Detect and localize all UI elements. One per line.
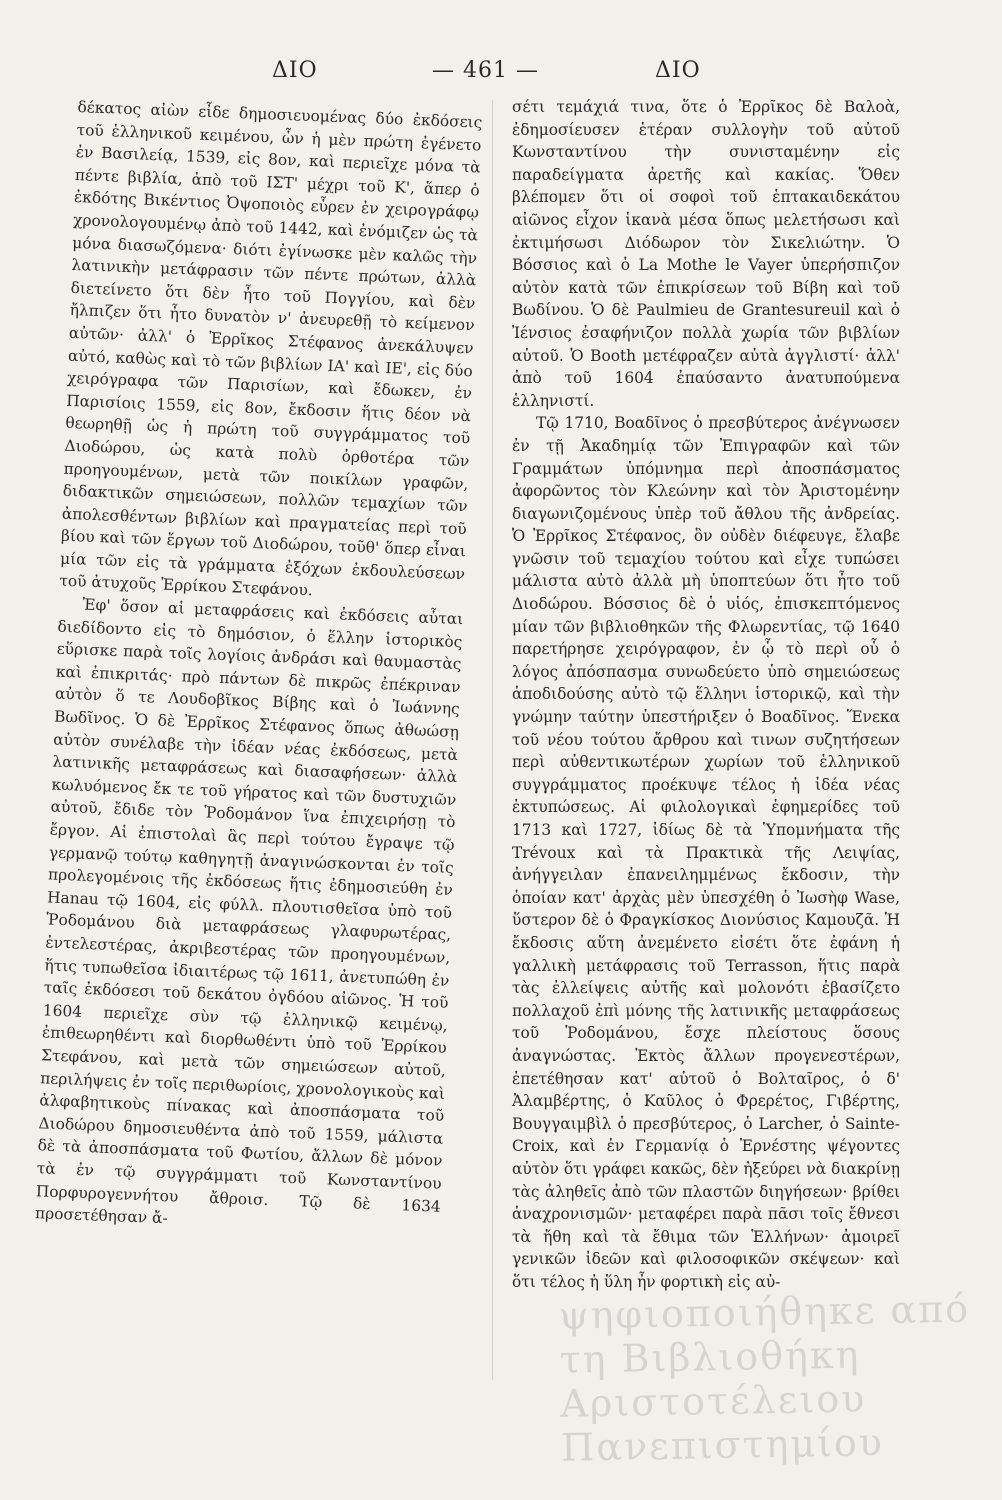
header-right-word: ΔΙΟ <box>655 58 701 83</box>
right-paragraph: Τῷ 1710, Βοαδῖνος ὁ πρεσβύτερος ἀνέγνωσεν ἐν τῇ Ἀκαδημίᾳ τῶν Ἐπιγραφῶν καὶ τῶν Γραμμάτων ὑπόμνημα περὶ ἀποσπάσματος ἀφορῶντος τὸν Κλεώνην καὶ τὸν Ἀριστομένην διαγωνιζομένους ὑπὲρ τοῦ ἄθλου τῆς ἀνδρείας. Ὁ Ἐρρῖκος Στέφανος, ὃν οὐδὲν διέφευγε, ἔλαβε γνῶσιν τοῦ τεμαχίου τούτου καὶ εἶχε τυπώσει μάλιστα αὐτὸ ἀλλὰ μὴ ὑποπτεύων ὅτι ἦτο τοῦ Διοδώρου. Βόσσιος δὲ ὁ υἱός, ἐπισκεπτόμενος μίαν τῶν βιβλιοθηκῶν τῆς Φλωρεντίας, τῷ 1640 παρετήρησε χειρόγραφον, ἐν ᾧ τὸ περὶ οὗ ὁ λόγος ἀπόσπασμα συνωδεύετο ὑπὸ σημειώσεως ἀποδιδούσης αὐτὸ τῷ ἕλληνι ἱστορικῷ, καὶ τὴν γνώμην ταύτην ὑπεστήριξεν ὁ Βοαδῖνος. Ἕνεκα τοῦ νέου τούτου ἄρθρου καὶ τινων συζητήσεων περὶ αὐθεντικωτέρων χωρίων τοῦ ἑλληνικοῦ συγγράμματος προέκυψε τέλος ἡ ἰδέα νέας ἐκτυπώσεως. Αἱ φιλολογικαὶ ἐφημερίδες τοῦ 1713 καὶ 1727, ἰδίως δὲ τὰ Ὑπομνήματα τῆς Trévoux καὶ τὰ Πρακτικὰ τῆς Λειψίας, ἀνήγγειλαν ἐπανειλημμένως ἔκδοσιν, τὴν ὁποίαν κατ' ἀρχὰς μὲν ὑπεσχέθη ὁ Ἰωσὴφ Wase, ὕστερον δὲ ὁ Φραγκίσκος Διονύσιος Καμουζᾶ. Ἡ ἔκδοσις αὕτη ἀνεμένετο εἰσέτι ὅτε ἐφάνη ἡ γαλλικὴ μετάφρασις τοῦ Terrasson, ἥτις παρὰ τὰς ἐλλείψεις αὐτῆς καὶ μολονότι ἐβασίζετο πολλαχοῦ ἐπὶ μόνης τῆς λατινικῆς μεταφράσεως τοῦ Ῥοδομάνου, ἔσχε πλείστους ὅσους ἀναγνώστας. Ἐκτὸς ἄλλων προγενεστέρων, ἐπετέθησαν κατ' αὐτοῦ ὁ Βολταῖρος, ὁ δ' Ἀλαμβέρτης, ὁ Καῦλος ὁ Φρερέτος, Γιβέρτης, Βουγγαιμβὶλ ὁ πρεσβύτερος, ὁ Larcher, ὁ Sainte-Croix, καὶ ἐν Γερμανίᾳ ὁ Ἐρνέστης ψέγοντες αὐτὸν ὅτι γράφει κακῶς, δὲν ἠξεύρει νὰ διακρίνῃ τὰς ἀληθεῖς ἀπὸ τῶν πλαστῶν διηγήσεων· βρίθει ἀναχρονισμῶν· μεταφέρει παρὰ πᾶσι τοῖς ἔθνεσι τὰ ἤθη καὶ τὰ ἔθιμα τῶν Ἑλλήνων· ἀμοιρεῖ γενικῶν ἰδεῶν καὶ φιλοσοφικῶν σκέψεων· καὶ ὅτι τέλος ἡ ὕλη ἦν φορτικὴ εἰς αὐ- <box>512 414 900 1291</box>
right-text-column <box>512 96 900 1293</box>
running-header <box>0 58 1002 98</box>
left-paragraph: δέκατος αἰὼν εἶδε δημοσιευομένας δύο ἐκδόσεις τοῦ ἑλληνικοῦ κειμένου, ὧν ἡ μὲν πρώτη ἐγένετο ἐν Βασιλείᾳ, 1539, εἰς 8ον, καὶ περιεῖχε μόνα τὰ πέντε βιβλία, ἀπὸ τοῦ ΙΣΤ' μέχρι τοῦ Κ', ἅπερ ὁ ἐκδότης Βικέντιος Ὀψοποιὸς εὗρεν ἐν χειρογράφῳ χρονολογουμένῳ ἀπὸ τοῦ 1442, καὶ ἐνόμιζεν ὡς τὰ μόνα διασωζόμενα· διότι ἐγίνωσκε μὲν καλῶς τὴν λατινικὴν μετάφρασιν τῶν πέντε πρώτων, ἀλλὰ διετείνετο ὅτι δὲν ἦτο τοῦ Πογγίου, καὶ δὲν ἤλπιζεν ὅτι ἦτο δυνατὸν ν' ἀνευρεθῇ τὸ κείμενον αὐτῶν· ἀλλ' ὁ Ἐρρῖκος Στέφανος ἀνεκάλυψεν αὐτό, καθὼς καὶ τὸ τῶν βιβλίων ΙΑ' καὶ ΙΕ', εἰς δύο χειρόγραφα τῶν Παρισίων, καὶ ἔδωκεν, ἐν Παρισίοις 1559, εἰς 8ον, ἔκδοσιν ἥτις δέον νὰ θεωρηθῇ ὡς ἡ πρώτη τοῦ συγγράμματος τοῦ Διοδώρου, ὡς κατὰ πολὺ ὀρθοτέρα τῶν προηγουμένων, μετὰ τῶν ποικίλων γραφῶν, διδακτικῶν σημειώσεων, πολλῶν τεμαχίων τῶν ἀπολεσθέντων βιβλίων καὶ πραγματείας περὶ τοῦ βίου καὶ τῶν ἔργων τοῦ Διοδώρου, τοῦθ' ὅπερ εἶναι μία τῶν εἰς τὰ γράμματα ἐξόχων ἐκδουλεύσεων τοῦ ἀτυχοῦς Ἐρρίκου Στεφάνου. <box>59 97 483 600</box>
header-left-word: ΔΙΟ <box>272 58 318 83</box>
library-watermark: ψηφιοποιήθηκε από τη Βιβλιοθήκη Αριστοτέλειου Πανεπιστημίου <box>558 1286 971 1470</box>
right-paragraph: σέτι τεμάχιά τινα, ὅτε ὁ Ἐρρῖκος δὲ Βαλοὰ, ἐδημοσίευσεν ἑτέραν συλλογὴν τοῦ αὐτοῦ Κωνσταντίνου τὴν συνισταμένην εἰς παραδείγματα ἀρετῆς καὶ κακίας. Ὅθεν βλέπομεν ὅτι οἱ σοφοὶ τοῦ ἑπτακαιδεκάτου αἰῶνος εἶχον ἱκανὰ μέσα ὅπως μελετήσωσι καὶ ἐκτιμήσωσι Διόδωρον τὸν Σικελιώτην. Ὁ Βόσσιος καὶ ὁ La Mothe le Vayer ὑπερήσπιζον αὐτὸν κατὰ τῶν ἐπικρίσεων τοῦ Βίβη καὶ τοῦ Βωδίνου. Ὁ δὲ Paulmieu de Grantesureuil καὶ ὁ Ἰένσιος ἐσαφήνιζον πολλὰ χωρία τῶν βιβλίων αὐτοῦ. Ὁ Booth μετέφραζεν αὐτὰ ἀγγλιστί· ἀλλ' ἀπὸ τοῦ 1604 ἐπαύσαντο ἀνατυπούμενα ἑλληνιστί. <box>512 98 900 410</box>
column-divider <box>492 100 493 1380</box>
page-number: — 461 — <box>432 58 539 83</box>
left-text-column <box>35 96 483 1240</box>
left-paragraph: Ἐφ' ὅσον αἱ μεταφράσεις καὶ ἐκδόσεις αὗται διεδίδοντο εἰς τὸ δημόσιον, ὁ ἕλλην ἱστορικὸς εὕρισκε παρὰ τοῖς λογίοις ἀνδράσι καὶ θαυμαστὰς καὶ ἐπικριτάς· πρὸ πάντων δὲ πικρῶς ἐπέκριναν αὐτὸν ὅ τε Λουδοβῖκος Βίβης καὶ ὁ Ἰωάννης Βωδῖνος. Ὁ δὲ Ἐρρῖκος Στέφανος ὅπως ἀθωώσῃ αὐτὸν συνέλαβε τὴν ἰδέαν νέας ἐκδόσεως, μετὰ λατινικῆς μεταφράσεως καὶ διασαφήσεων· ἀλλὰ κωλυόμενος ἔκ τε τοῦ γήρατος καὶ τῶν δυστυχιῶν αὐτοῦ, ἔδιδε τὸν Ῥοδομάνον ἵνα ἐπιχειρήσῃ τὸ ἔργον. Αἱ ἐπιστολαὶ ἃς περὶ τούτου ἔγραψε τῷ γερμανῷ τούτῳ καθηγητῇ ἀναγινώσκονται ἐν τοῖς προλεγομένοις τῆς ἐκδόσεως ἥτις ἐδημοσιεύθη ἐν Hanau τῷ 1604, εἰς φύλλ. πλουτισθεῖσα ὑπὸ τοῦ Ῥοδομάνου διὰ μεταφράσεως γλαφυρωτέρας, ἐντελεστέρας, ἀκριβεστέρας τῶν προηγουμένων, ἥτις τυπωθεῖσα ἰδιαιτέρως τῷ 1611, ἀνετυπώθη ἐν ταῖς ἐκδόσεσι τοῦ δεκάτου ὀγδόου αἰῶνος. Ἡ τοῦ 1604 περιεῖχε σὺν τῷ ἑλληνικῷ κειμένῳ, ἐπιθεωρηθέντι καὶ διορθωθέντι ὑπὸ τοῦ Ἐρρίκου Στεφάνου, καὶ μετὰ τῶν σημειώσεων αὐτοῦ, περιλήψεις ἐν τοῖς περιθωρίοις, χρονολογικοὺς καὶ ἀλφαβητικοὺς πίνακας καὶ ἀποσπάσματα τοῦ Διοδώρου δημοσιευθέντα ἀπὸ τοῦ 1559, μάλιστα δὲ τὰ ἀποσπάσματα τοῦ Φωτίου, ἄλλων δὲ μόνον τὰ ἐν τῷ συγγράμματι τοῦ Κωνσταντίνου Πορφυρογεννήτου ἄθροισ. Τῷ δὲ 1634 προσετέθησαν ἄ- <box>34 595 464 1228</box>
